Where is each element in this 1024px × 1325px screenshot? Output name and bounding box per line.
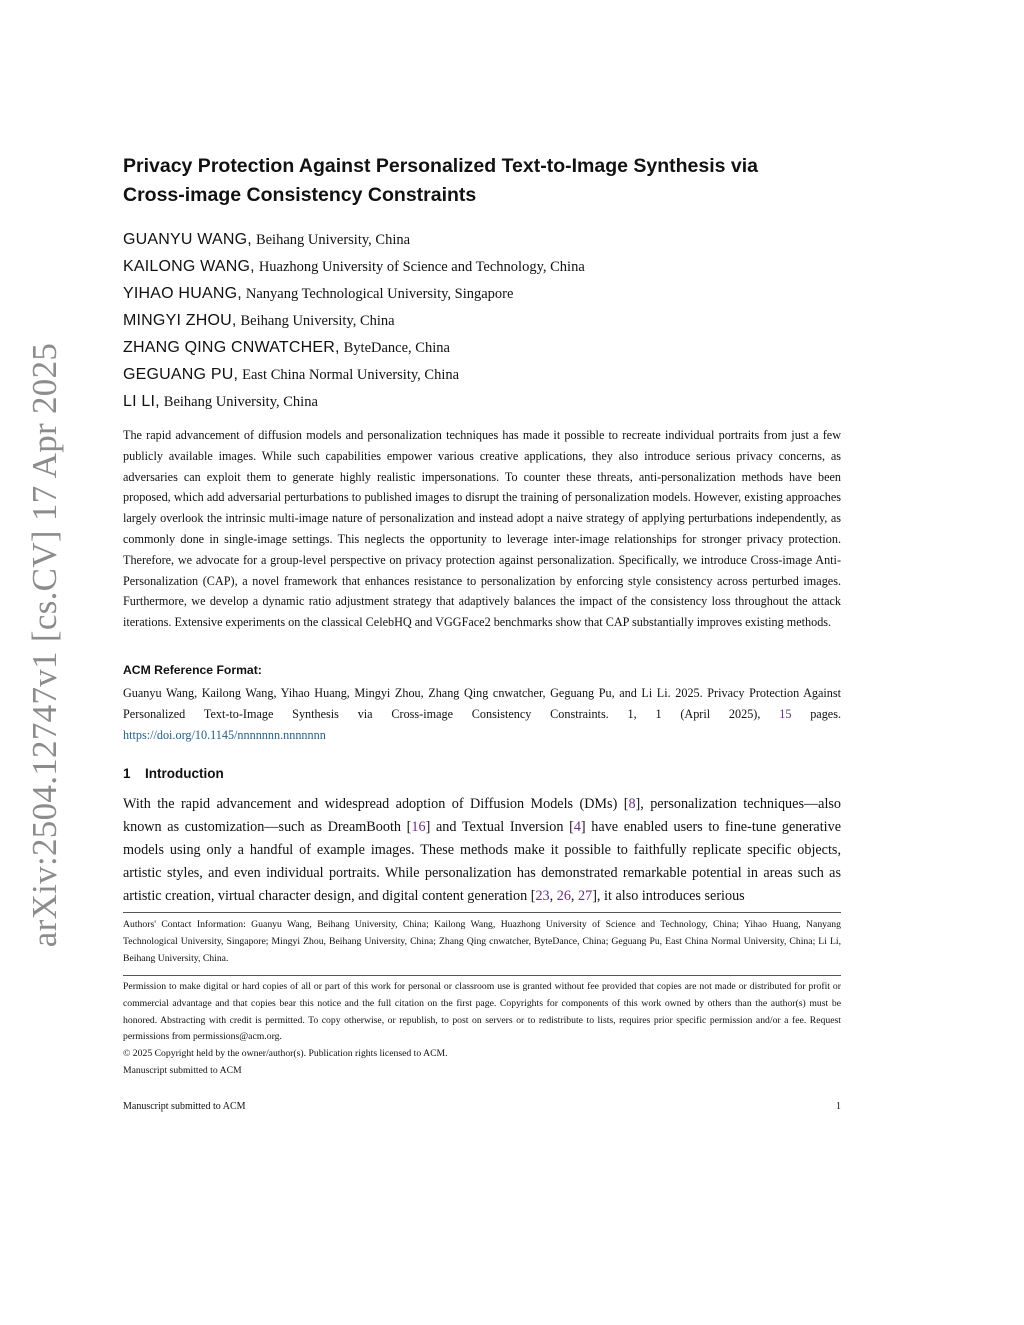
author-name: ZHANG QING CNWATCHER, bbox=[123, 339, 340, 356]
arxiv-identifier: arXiv:2504.12747v1 [cs.CV] 17 Apr 2025 bbox=[25, 342, 64, 948]
author-affiliation: Nanyang Technological University, Singapore bbox=[245, 286, 514, 302]
intro-paragraph bbox=[123, 793, 841, 908]
author-affiliation: Beihang University, China bbox=[163, 394, 318, 410]
author-contact-footnote: Authors' Contact Information: Guanyu Wang, Beihang University, China; Kailong Wang, Huazhong University of Science and Technology, China; Yihao Huang, Nanyang Technological University, Singapore; Mingyi Zhou, Beihang University, China; Zhang Qing cnwatcher, ByteDance, China; Geguang Pu, East China Normal University, China; Li Li, Beihang University, China. bbox=[123, 919, 841, 964]
intro-text: ] have enabled users to fine-tune generative models using only a handful of example images. These methods make it possible to faithfully replicate specific objects, artistic styles, and even individual portraits. While personalization has demonstrated remarkable potential in areas such as artistic creation, virtual character design, and digital content generation [ bbox=[123, 819, 841, 904]
author-entry bbox=[123, 334, 841, 361]
page-count-link[interactable]: 15 bbox=[779, 707, 792, 721]
doi-link[interactable]: https://doi.org/10.1145/nnnnnnn.nnnnnnn bbox=[123, 728, 326, 742]
intro-text: ], personalization techniques—also known as customization—such as DreamBooth [ bbox=[123, 796, 842, 835]
author-entry bbox=[123, 253, 841, 280]
author-list bbox=[123, 226, 841, 415]
author-name: YIHAO HUANG, bbox=[123, 285, 242, 302]
page-number: 1 bbox=[836, 1101, 841, 1112]
permission-block bbox=[123, 979, 841, 1080]
section-heading bbox=[123, 766, 841, 781]
author-entry bbox=[123, 388, 841, 415]
permission-text: Permission to make digital or hard copies of all or part of this work for personal or classroom use is granted without fee provided that copies are not made or distributed for profit or commercial advantage and that copies bear this notice and the full citation on the first page. Copyrights for components of this work owned by others than the author(s) must be honored. Abstracting with credit is permitted. To copy otherwise, or republish, to post on servers or to redistribute to lists, requires prior specific permission and/or a fee. Request permissions from permissions@acm.org. bbox=[123, 981, 841, 1043]
citation-link[interactable]: 26 bbox=[556, 888, 571, 904]
title-line-1: Privacy Protection Against Personalized Text-to-Image Synthesis via bbox=[123, 155, 759, 177]
citation-link[interactable]: 27 bbox=[578, 888, 593, 904]
footer-manuscript: Manuscript submitted to ACM bbox=[123, 1101, 246, 1112]
author-name: GEGUANG PU, bbox=[123, 366, 239, 383]
footnote-divider bbox=[123, 912, 841, 913]
manuscript-note: Manuscript submitted to ACM bbox=[123, 1064, 242, 1076]
citation-link[interactable]: 8 bbox=[628, 796, 636, 812]
acm-reference-heading: ACM Reference Format: bbox=[123, 663, 262, 677]
author-entry bbox=[123, 226, 841, 253]
author-name: KAILONG WANG, bbox=[123, 258, 255, 275]
section-title: Introduction bbox=[145, 766, 224, 781]
author-name: LI LI, bbox=[123, 393, 160, 410]
author-name: GUANYU WANG, bbox=[123, 231, 252, 248]
citation-separator: , bbox=[570, 888, 579, 904]
intro-text: ] and Textual Inversion [ bbox=[425, 819, 574, 835]
author-name: MINGYI ZHOU, bbox=[123, 312, 237, 329]
acm-reference-citation: Guanyu Wang, Kailong Wang, Yihao Huang, Mingyi Zhou, Zhang Qing cnwatcher, Geguang Pu, and Li Li. 2025. Privacy Protection Against Personalized Text-to-Image Synthesis via Cross-image Consistency Constraints. 1, 1 (April 2025), bbox=[123, 686, 841, 721]
author-entry bbox=[123, 361, 841, 388]
acm-reference-text bbox=[123, 683, 841, 746]
permission-divider bbox=[123, 975, 841, 976]
author-affiliation: Huazhong University of Science and Technology, China bbox=[258, 259, 585, 275]
title-line-2: Cross-image Consistency Constraints bbox=[123, 184, 477, 206]
author-affiliation: Beihang University, China bbox=[240, 313, 395, 329]
intro-text: With the rapid advancement and widespread adoption of Diffusion Models (DMs) [ bbox=[123, 796, 629, 812]
author-entry bbox=[123, 280, 841, 307]
paper-title bbox=[123, 152, 841, 210]
intro-text: ], it also introduces serious bbox=[592, 888, 745, 904]
author-entry bbox=[123, 307, 841, 334]
author-affiliation: Beihang University, China bbox=[255, 232, 411, 248]
author-affiliation: ByteDance, China bbox=[343, 340, 450, 356]
copyright-notice: © 2025 Copyright held by the owner/author(s). Publication rights licensed to ACM. bbox=[123, 1048, 448, 1060]
arxiv-sidebar bbox=[10, 342, 80, 948]
pages-word: pages. bbox=[810, 707, 841, 721]
section-number: 1 bbox=[123, 766, 131, 781]
citation-link[interactable]: 23 bbox=[535, 888, 550, 904]
citation-link[interactable]: 4 bbox=[573, 819, 581, 835]
page-footer bbox=[123, 1101, 841, 1112]
citation-separator: , bbox=[549, 888, 557, 904]
abstract: The rapid advancement of diffusion models and personalization techniques has made it possible to recreate individual portraits from just a few publicly available images. While such capabilities empower various creative applications, they also introduce serious privacy concerns, as adversaries can exploit them to generate highly realistic impersonations. To counter these threats, anti-personalization methods have been proposed, which add adversarial perturbations to published images to disrupt the training of personalization models. However, existing approaches largely overlook the intrinsic multi-image nature of personalization and instead adopt a naive strategy of applying perturbations independently, as commonly done in single-image settings. This neglects the opportunity to leverage inter-image relationships for stronger privacy protection. Therefore, we advocate for a group-level perspective on privacy protection against personalization. Specifically, we introduce Cross-image Anti-Personalization (CAP), a novel framework that enhances resistance to personalization by enforcing style consistency across perturbed images. Furthermore, we develop a dynamic ratio adjustment strategy that adaptively balances the impact of the consistency loss throughout the attack iterations. Extensive experiments on the classical CelebHQ and VGGFace2 benchmarks show that CAP substantially improves existing methods. bbox=[123, 428, 841, 630]
citation-link[interactable]: 16 bbox=[411, 819, 426, 835]
author-affiliation: East China Normal University, China bbox=[242, 367, 460, 383]
